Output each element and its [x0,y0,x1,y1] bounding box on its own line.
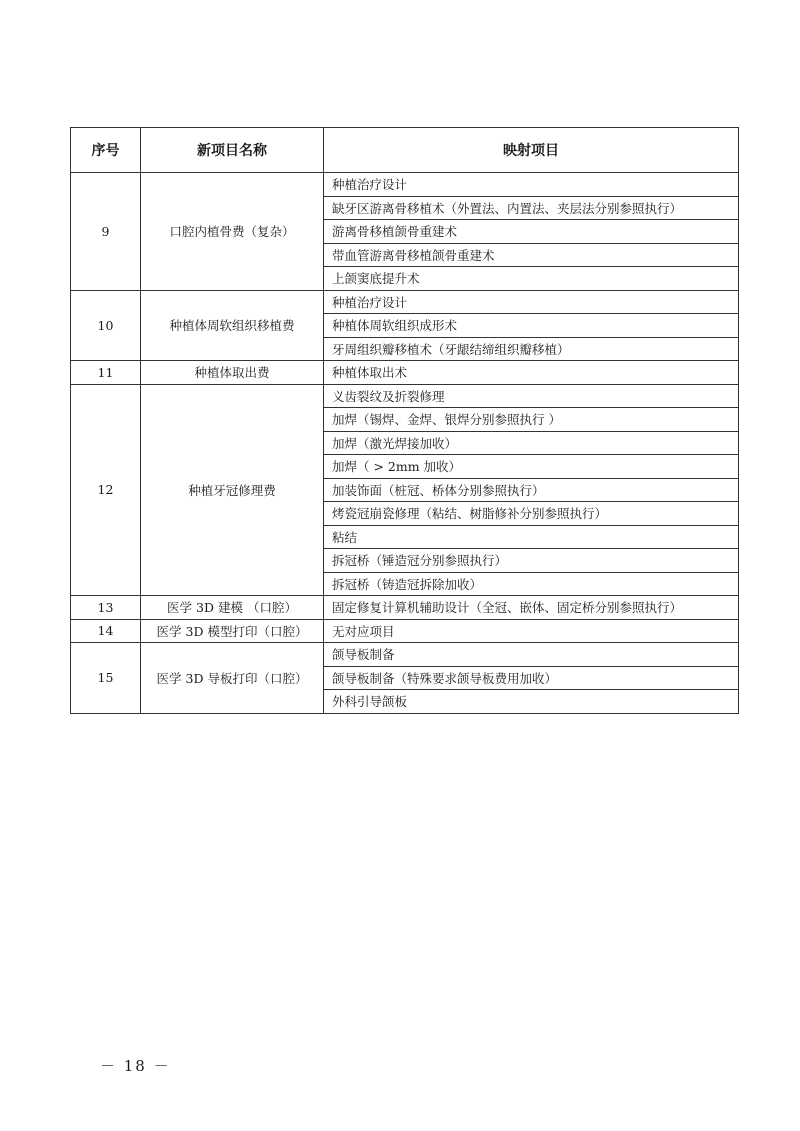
new-item-name: 种植牙冠修理费 [141,384,324,596]
mapped-item: 粘结 [324,525,739,549]
mapped-item: 加装饰面（桩冠、桥体分别参照执行） [324,478,739,502]
new-item-name: 医学 3D 导板打印（口腔） [141,643,324,714]
row-number: 14 [71,619,141,643]
table-row [71,361,739,385]
mapped-item: 颌导板制备（特殊要求颌导板费用加收） [324,666,739,690]
new-item-name: 种植体取出费 [141,361,324,385]
table-header-row [71,128,739,173]
page-number: － 18 － [100,1057,171,1075]
mapped-item: 牙周组织瓣移植术（牙龈结缔组织瓣移植） [324,337,739,361]
mapped-item: 颌导板制备 [324,643,739,667]
mapped-item: 种植体周软组织成形术 [324,314,739,338]
new-item-name: 医学 3D 建模 （口腔） [141,596,324,620]
mapped-item: 义齿裂纹及折裂修理 [324,384,739,408]
mapped-item: 外科引导颌板 [324,690,739,714]
mapped-item: 烤瓷冠崩瓷修理（粘结、树脂修补分别参照执行） [324,502,739,526]
row-number: 12 [71,384,141,596]
mapped-item: 缺牙区游离骨移植术（外置法、内置法、夹层法分别参照执行） [324,196,739,220]
mapped-item: 无对应项目 [324,619,739,643]
new-item-name: 口腔内植骨费（复杂） [141,173,324,291]
mapped-item: 种植治疗设计 [324,173,739,197]
mapped-item: 种植治疗设计 [324,290,739,314]
row-number: 11 [71,361,141,385]
header-map: 映射项目 [324,128,739,173]
new-item-name: 医学 3D 模型打印（口腔） [141,619,324,643]
mapped-item: 加焊（激光焊接加收） [324,431,739,455]
mapped-item: 拆冠桥（铸造冠拆除加收） [324,572,739,596]
table-row [71,643,739,667]
mapped-item: 游离骨移植颌骨重建术 [324,220,739,244]
mapped-item: 加焊（锡焊、金焊、银焊分别参照执行 ） [324,408,739,432]
mapped-item: 拆冠桥（锤造冠分别参照执行） [324,549,739,573]
table-row [71,173,739,197]
new-item-name: 种植体周软组织移植费 [141,290,324,361]
mapped-item: 上颌窦底提升术 [324,267,739,291]
table-row [71,596,739,620]
mapped-item: 固定修复计算机辅助设计（全冠、嵌体、固定桥分别参照执行） [324,596,739,620]
mapping-table [70,127,739,714]
row-number: 13 [71,596,141,620]
header-name: 新项目名称 [141,128,324,173]
header-no: 序号 [71,128,141,173]
mapped-item: 种植体取出术 [324,361,739,385]
row-number: 10 [71,290,141,361]
row-number: 15 [71,643,141,714]
table-row [71,290,739,314]
mapped-item: 加焊（ > 2mm 加收） [324,455,739,479]
table-body [71,173,739,714]
table-row [71,384,739,408]
row-number: 9 [71,173,141,291]
table-row [71,619,739,643]
mapped-item: 带血管游离骨移植颌骨重建术 [324,243,739,267]
